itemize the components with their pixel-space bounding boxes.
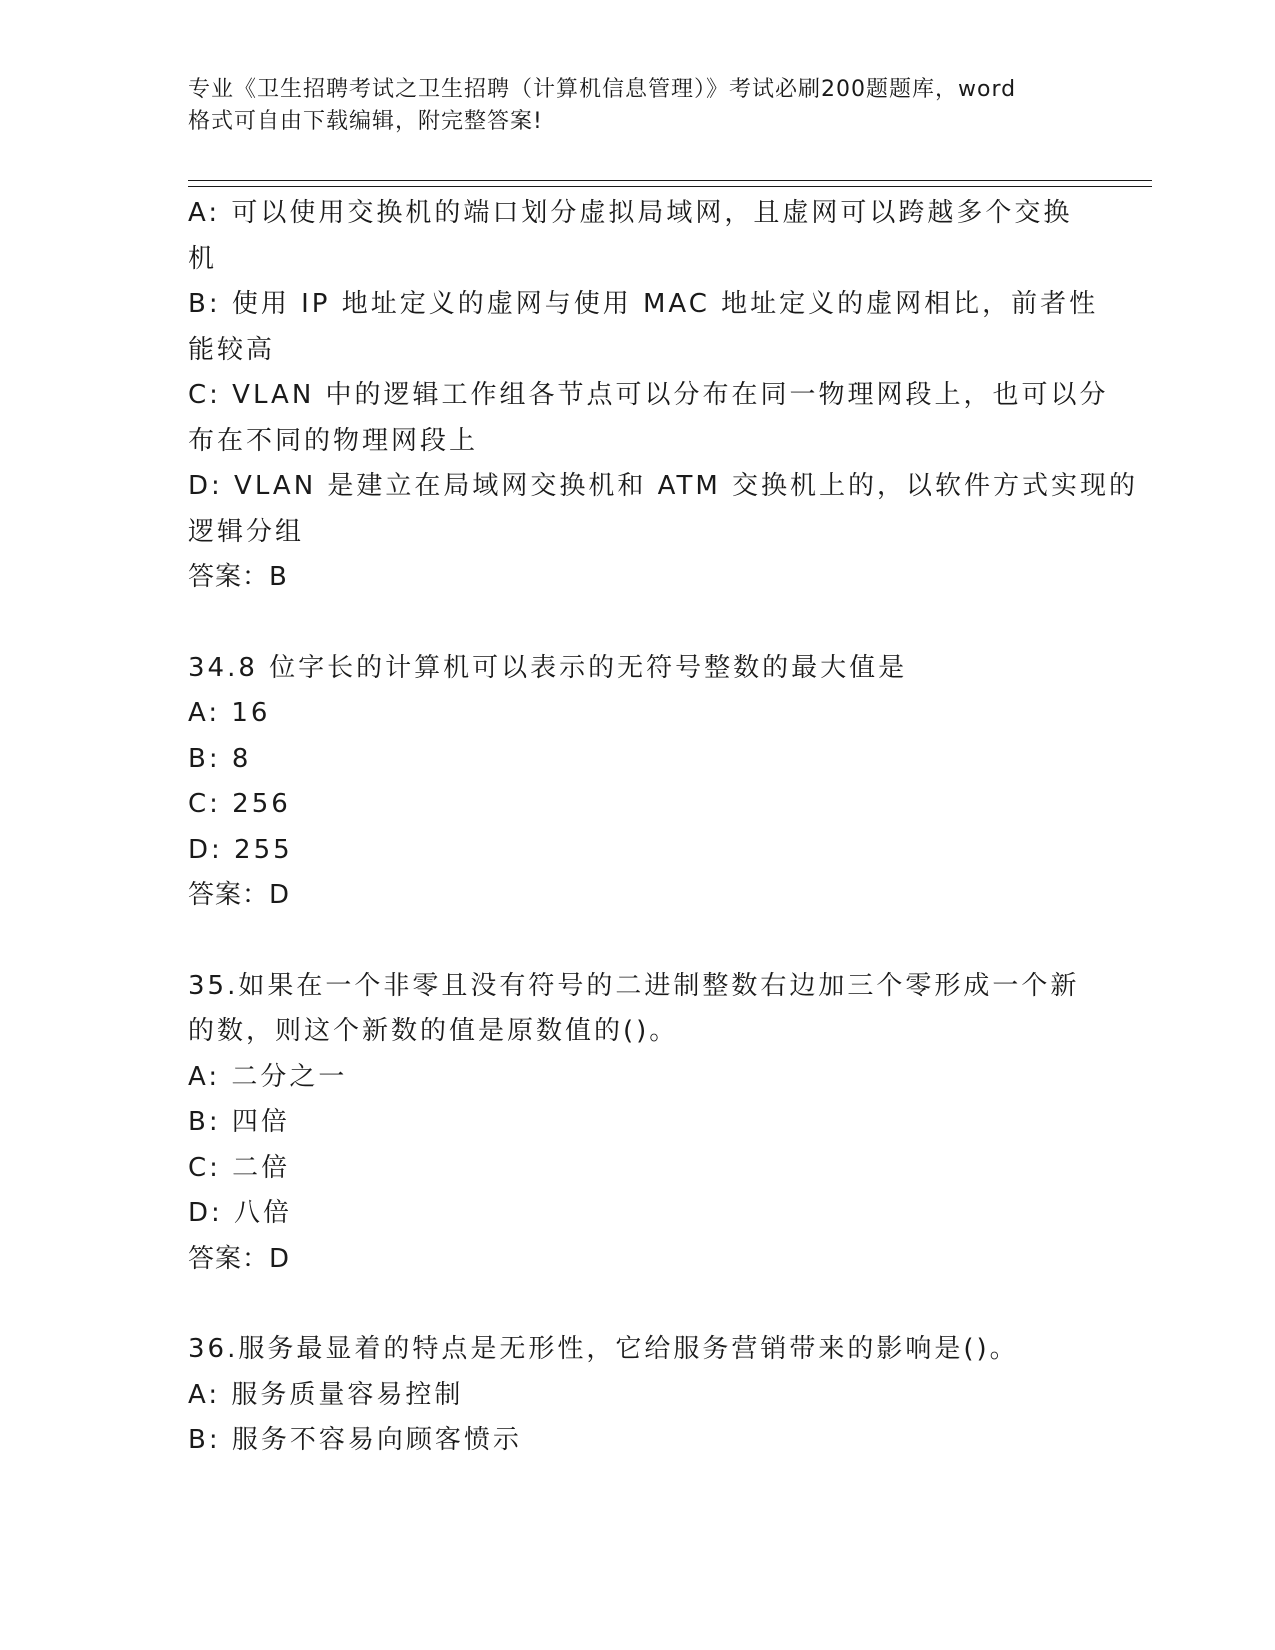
- option-a: A: 服务质量容易控制: [188, 1379, 464, 1410]
- question-33-options: [188, 191, 1139, 601]
- question-stem: 36.服务最显着的特点是无形性，它给服务营销带来的影响是()。: [188, 1334, 1019, 1364]
- question-34: [188, 646, 1088, 919]
- option-b-line-1: B: 使用 IP 地址定义的虚网与使用 MAC 地址定义的虚网相比，前者性: [188, 289, 1099, 319]
- question-list: [188, 191, 1139, 1464]
- answer-line: 答案：D: [188, 1243, 291, 1274]
- question-35: [188, 964, 1088, 1283]
- option-b: B: 服务不容易向顾客愤示: [188, 1425, 522, 1455]
- header-title-line-1: 专业《卫生招聘考试之卫生招聘（计算机信息管理）》考试必刷200题题库，word: [188, 77, 1017, 102]
- option-a: A: 16: [188, 698, 271, 728]
- option-b: B: 8: [188, 743, 252, 774]
- header-title-line-2: 格式可自由下载编辑，附完整答案!: [188, 109, 543, 134]
- option-c: C: 256: [188, 789, 291, 819]
- option-b-line-2: 能较高: [188, 334, 276, 365]
- option-a: A: 二分之一: [188, 1061, 348, 1092]
- option-d-line-2: 逻辑分组: [188, 516, 305, 547]
- option-c-line-1: C: VLAN 中的逻辑工作组各节点可以分布在同一物理网段上，也可以分: [188, 380, 1109, 410]
- option-d: D: 255: [188, 834, 293, 865]
- question-stem-line-2: 的数，则这个新数的值是原数值的()。: [188, 1016, 679, 1046]
- option-d: D: 八倍: [188, 1198, 293, 1228]
- question-36: [188, 1327, 1088, 1464]
- header-divider-bottom: [188, 186, 1152, 187]
- option-a-line-1: A: 可以使用交换机的端口划分虚拟局域网，且虚网可以跨越多个交换: [188, 198, 1073, 228]
- document-header: [188, 74, 1088, 138]
- header-divider-top: [188, 180, 1152, 181]
- option-d-line-1: D: VLAN 是建立在局域网交换机和 ATM 交换机上的，以软件方式实现的: [188, 471, 1139, 501]
- option-c: C: 二倍: [188, 1152, 291, 1183]
- question-stem-line-1: 35.如果在一个非零且没有符号的二进制整数右边加三个零形成一个新: [188, 970, 1080, 1001]
- answer-line: 答案：B: [188, 562, 288, 592]
- option-b: B: 四倍: [188, 1107, 290, 1137]
- answer-line: 答案：D: [188, 880, 291, 910]
- question-stem: 34.8 位字长的计算机可以表示的无符号整数的最大值是: [188, 652, 908, 683]
- option-c-line-2: 布在不同的物理网段上: [188, 425, 479, 456]
- option-a-line-2: 机: [188, 243, 218, 274]
